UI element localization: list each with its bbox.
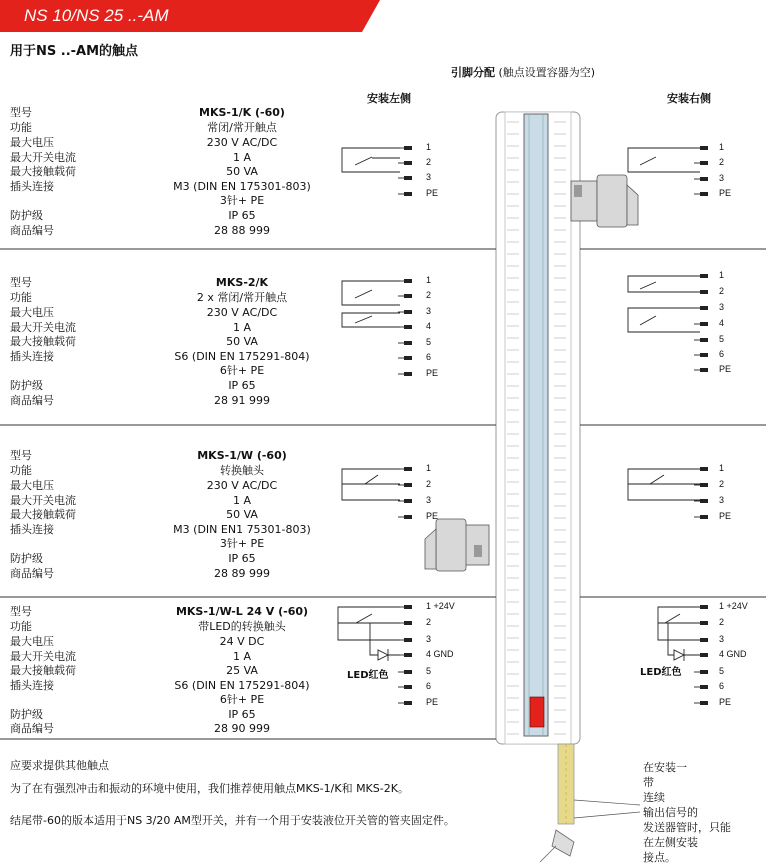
pin-plug [700, 274, 708, 278]
pin-plug [700, 177, 708, 181]
pin-plug [700, 621, 708, 625]
field-label-article: 商品编号 [10, 224, 54, 237]
field-label-load: 最大接触载荷 [10, 335, 76, 348]
product-voltage: 230 V AC/DC [206, 479, 278, 492]
field-label-connector: 插头连接 [10, 180, 54, 193]
left-pin-label: 3 [426, 495, 432, 505]
product-function: 转换触头 [220, 464, 264, 477]
side-note-line: 发送器管时，只能 [643, 821, 731, 834]
right-pin-label: 4 GND [719, 649, 747, 659]
field-label-function: 功能 [10, 464, 32, 477]
pin-plug [404, 192, 412, 196]
product-protection: IP 65 [228, 708, 256, 721]
field-label-function: 功能 [10, 291, 32, 304]
right-pin-label: PE [719, 364, 732, 374]
right-pin-label: 4 [719, 318, 725, 328]
field-label-voltage: 最大电压 [10, 635, 54, 648]
pin-plug [404, 341, 412, 345]
field-label-model: 型号 [10, 449, 32, 462]
product-article: 28 88 999 [214, 224, 270, 237]
pin-plug [404, 279, 412, 283]
left-pin-label: 4 [426, 321, 432, 331]
left-pin-label: 4 GND [426, 649, 454, 659]
pin-plug [404, 653, 412, 657]
right-pin-label: PE [719, 188, 732, 198]
left-pin-label: 1 +24V [426, 601, 455, 611]
right-pin-label: 2 [719, 479, 725, 489]
pin-plug [404, 701, 412, 705]
product-connector-pins: 6针+ PE [219, 693, 265, 706]
product-current: 1 A [232, 494, 252, 507]
led-label-right: LED红色 [640, 667, 682, 678]
right-pin-label: PE [719, 697, 732, 707]
product-current: 1 A [232, 151, 252, 164]
pin-plug [404, 515, 412, 519]
left-pin-label: 2 [426, 479, 432, 489]
product-load: 50 VA [226, 335, 258, 348]
right-pin-label: 3 [719, 302, 725, 312]
right-pin-label: 6 [719, 681, 725, 691]
product-connector: M3 (DIN EN 175301-803) [173, 180, 311, 193]
pin-plug [700, 499, 708, 503]
product-function: 2 x 常闭/常开触点 [196, 291, 288, 304]
pin-plug [700, 467, 708, 471]
pin-plug [404, 310, 412, 314]
right-pin-label: 5 [719, 334, 725, 344]
product-current: 1 A [232, 650, 252, 663]
pin-plug [404, 685, 412, 689]
product-protection: IP 65 [228, 552, 256, 565]
pin-plug [404, 467, 412, 471]
pin-plug [404, 483, 412, 487]
pin-plug [700, 515, 708, 519]
left-pin-label: 3 [426, 634, 432, 644]
product-connector-pins: 6针+ PE [219, 364, 265, 377]
left-pin-label: 1 [426, 275, 432, 285]
pin-plug [700, 368, 708, 372]
pin-plug [700, 670, 708, 674]
field-label-model: 型号 [10, 106, 32, 119]
right-pin-label: 5 [719, 666, 725, 676]
product-article: 28 90 999 [214, 722, 270, 735]
product-current: 1 A [232, 321, 252, 334]
left-pin-label: PE [426, 188, 439, 198]
pin-plug [404, 605, 412, 609]
pin-plug [404, 146, 412, 150]
pin-plug [700, 605, 708, 609]
left-pin-label: 3 [426, 306, 432, 316]
field-label-article: 商品编号 [10, 394, 54, 407]
product-load: 50 VA [226, 508, 258, 521]
product-function: 带LED的转换触头 [198, 620, 286, 633]
product-protection: IP 65 [228, 209, 256, 222]
product-voltage: 230 V AC/DC [206, 306, 278, 319]
pin-plug [700, 338, 708, 342]
pin-plug [404, 325, 412, 329]
field-label-article: 商品编号 [10, 722, 54, 735]
pin-plug [404, 638, 412, 642]
side-note-line: 输出信号的 [643, 806, 698, 819]
left-pin-label: 5 [426, 337, 432, 347]
field-label-voltage: 最大电压 [10, 136, 54, 149]
pin-plug [700, 353, 708, 357]
left-pin-label: 2 [426, 290, 432, 300]
product-connector: S6 (DIN EN 175291-804) [174, 679, 310, 692]
field-label-current: 最大开关电流 [10, 650, 76, 663]
field-label-protection: 防护级 [10, 708, 43, 721]
pin-assignment-title: 引脚分配 [451, 66, 495, 79]
right-pin-label: 3 [719, 634, 725, 644]
pin-plug [404, 161, 412, 165]
pin-plug [404, 176, 412, 180]
product-connector: M3 (DIN EN1 75301-803) [173, 523, 311, 536]
field-label-connector: 插头连接 [10, 523, 54, 536]
pin-plug [700, 146, 708, 150]
pin-plug [404, 356, 412, 360]
right-pin-label: 3 [719, 495, 725, 505]
pin-plug [700, 290, 708, 294]
field-label-load: 最大接触载荷 [10, 664, 76, 677]
note-60-version: 结尾带-60的版本适用于NS 3/20 AM型开关，并有一个用于安装液位开关管的管夹固定件。 [10, 814, 455, 827]
right-side-label: 安装右侧 [667, 92, 711, 105]
side-note-line: 连续 [643, 791, 665, 804]
left-pin-label: 3 [426, 172, 432, 182]
field-label-function: 功能 [10, 620, 32, 633]
left-pin-label: 5 [426, 666, 432, 676]
field-label-protection: 防护级 [10, 379, 43, 392]
field-label-function: 功能 [10, 121, 32, 134]
product-model: MKS-1/W (-60) [197, 449, 287, 462]
pin-plug [700, 322, 708, 326]
left-pin-label: 6 [426, 681, 432, 691]
right-pin-label: 2 [719, 617, 725, 627]
pin-plug [404, 294, 412, 298]
note-other-contacts: 应要求提供其他触点 [10, 759, 109, 772]
right-pin-label: 2 [719, 286, 725, 296]
right-pin-label: 1 [719, 270, 725, 280]
right-pin-label: 1 [719, 142, 725, 152]
side-note-line: 在安装一 [643, 761, 687, 774]
field-label-connector: 插头连接 [10, 350, 54, 363]
note-vibration: 为了在有强烈冲击和振动的环境中使用，我们推荐使用触点MKS-1/K和 MKS-2K。 [10, 782, 409, 795]
left-pin-label: 1 [426, 142, 432, 152]
product-function: 常闭/常开触点 [207, 121, 277, 134]
left-pin-label: 6 [426, 352, 432, 362]
pin-plug [700, 653, 708, 657]
right-pin-label: PE [719, 511, 732, 521]
pin-plug [404, 499, 412, 503]
product-article: 28 89 999 [214, 567, 270, 580]
right-pin-label: 3 [719, 173, 725, 183]
side-note [643, 760, 731, 865]
product-load: 25 VA [226, 664, 258, 677]
product-article: 28 91 999 [214, 394, 270, 407]
side-note-line: 在左侧安装 [643, 836, 698, 849]
side-note-line: 接点。 [643, 851, 676, 864]
field-label-model: 型号 [10, 605, 32, 618]
led-label-left: LED红色 [347, 670, 389, 681]
pin-plug [404, 621, 412, 625]
pin-plug [700, 483, 708, 487]
product-protection: IP 65 [228, 379, 256, 392]
product-model: MKS-1/K (-60) [199, 106, 285, 119]
product-voltage: 24 V DC [219, 635, 265, 648]
field-label-connector: 插头连接 [10, 679, 54, 692]
product-connector-pins: 3针+ PE [219, 194, 265, 207]
left-pin-label: 2 [426, 157, 432, 167]
field-label-current: 最大开关电流 [10, 494, 76, 507]
side-note-line: 带 [643, 776, 654, 789]
field-label-current: 最大开关电流 [10, 321, 76, 334]
product-connector: S6 (DIN EN 175291-804) [174, 350, 310, 363]
right-pin-label: 2 [719, 157, 725, 167]
field-label-voltage: 最大电压 [10, 479, 54, 492]
product-voltage: 230 V AC/DC [206, 136, 278, 149]
right-pin-label: 6 [719, 349, 725, 359]
pin-plug [404, 372, 412, 376]
field-label-protection: 防护级 [10, 209, 43, 222]
product-load: 50 VA [226, 165, 258, 178]
left-pin-label: PE [426, 368, 439, 378]
left-pin-label: 1 [426, 463, 432, 473]
product-connector-pins: 3针+ PE [219, 537, 265, 550]
pin-plug [700, 638, 708, 642]
field-label-current: 最大开关电流 [10, 151, 76, 164]
field-label-protection: 防护级 [10, 552, 43, 565]
pin-assignment-subtitle: (触点设置容器为空) [498, 66, 596, 79]
right-pin-label: 1 [719, 463, 725, 473]
field-label-load: 最大接触载荷 [10, 165, 76, 178]
field-label-article: 商品编号 [10, 567, 54, 580]
field-label-voltage: 最大电压 [10, 306, 54, 319]
pin-plug [404, 670, 412, 674]
pin-plug [700, 161, 708, 165]
field-label-model: 型号 [10, 276, 32, 289]
pin-plug [700, 685, 708, 689]
pin-plug [700, 701, 708, 705]
left-pin-label: PE [426, 697, 439, 707]
left-pin-label: PE [426, 511, 439, 521]
left-side-label: 安装左侧 [367, 92, 411, 105]
banner-title: NS 10/NS 25 ..-AM [24, 6, 169, 25]
page-title: 用于NS ..-AM的触点 [10, 44, 139, 59]
product-model: MKS-1/W-L 24 V (-60) [175, 605, 309, 618]
right-pin-label: 1 +24V [719, 601, 748, 611]
product-model: MKS-2/K [215, 276, 269, 289]
field-label-load: 最大接触载荷 [10, 508, 76, 521]
pin-plug [700, 306, 708, 310]
left-pin-label: 2 [426, 617, 432, 627]
pin-plug [700, 192, 708, 196]
